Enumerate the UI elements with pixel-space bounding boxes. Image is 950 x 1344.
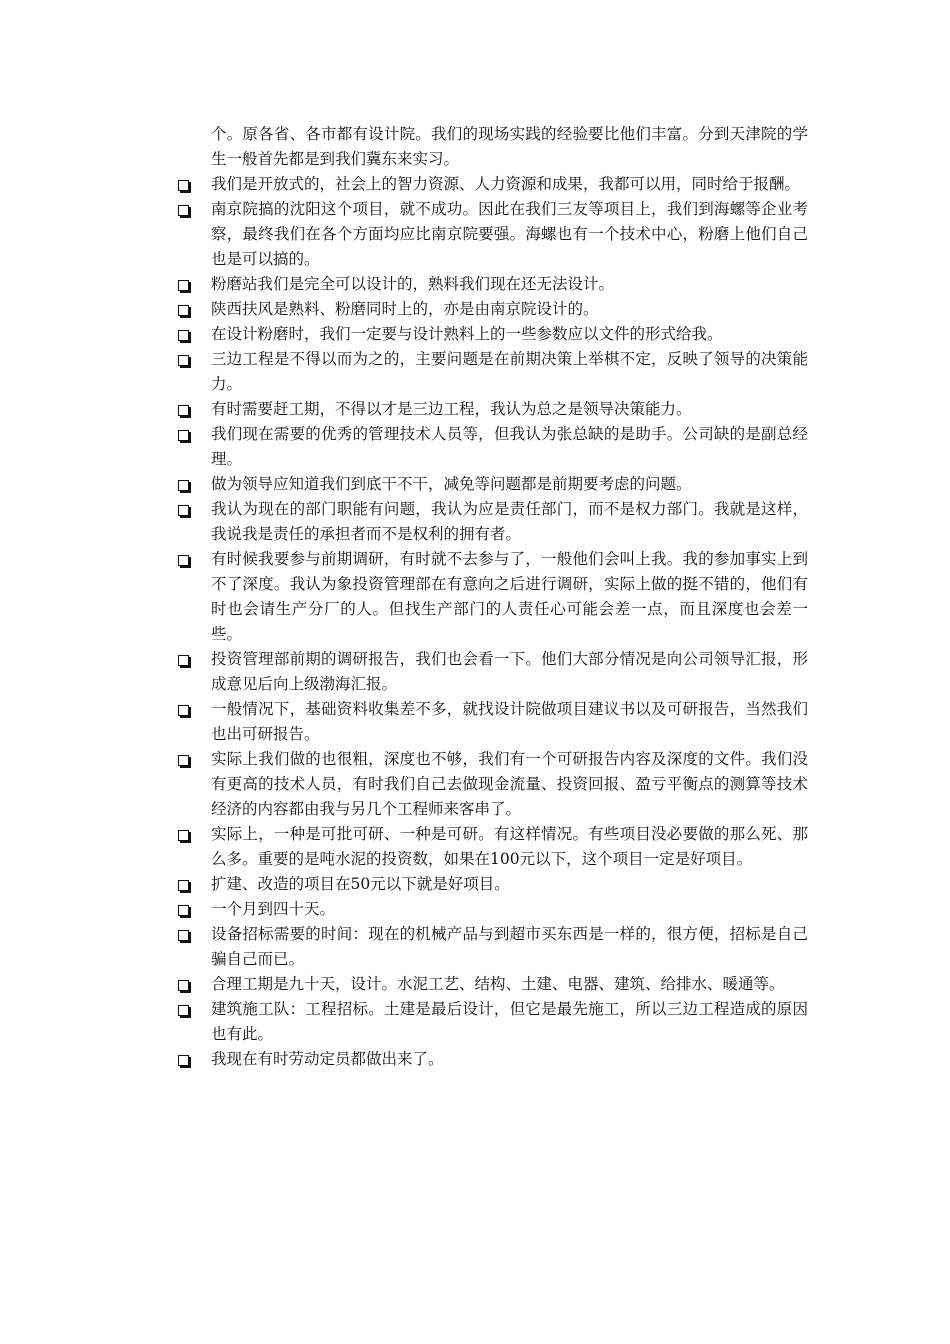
bullet-list <box>178 172 808 1072</box>
document-body <box>178 122 808 1072</box>
bullet-item <box>178 272 808 297</box>
bullet-item <box>178 297 808 322</box>
bullet-item <box>178 872 808 897</box>
bullet-item <box>178 1047 808 1072</box>
checkbox-bullet-icon <box>178 330 189 341</box>
bullet-text: 扩建、改造的项目在50元以下就是好项目。 <box>211 875 510 893</box>
bullet-item <box>178 497 808 547</box>
checkbox-bullet-icon <box>178 505 189 516</box>
bullet-item <box>178 997 808 1047</box>
bullet-text: 实际上我们做的也很粗，深度也不够，我们有一个可研报告内容及深度的文件。我们没有更高的技术人员，有时我们自己去做现金流量、投资回报、盈亏平衡点的测算等技术经济的内容都由我与另几个工程师来客串了。 <box>211 750 808 818</box>
bullet-text: 设备招标需要的时间：现在的机械产品与到超市买东西是一样的，很方便，招标是自己骗自己而已。 <box>211 925 808 968</box>
bullet-text: 粉磨站我们是完全可以设计的，熟料我们现在还无法设计。 <box>211 275 615 293</box>
bullet-item <box>178 197 808 272</box>
checkbox-bullet-icon <box>178 930 189 941</box>
bullet-text: 一个月到四十天。 <box>211 900 336 918</box>
bullet-text: 做为领导应知道我们到底干不干，减免等问题都是前期要考虑的问题。 <box>211 475 692 493</box>
bullet-item <box>178 897 808 922</box>
checkbox-bullet-icon <box>178 280 189 291</box>
checkbox-bullet-icon <box>178 705 189 716</box>
checkbox-bullet-icon <box>178 980 189 991</box>
bullet-text: 合理工期是九十天，设计。水泥工艺、结构、土建、电器、建筑、给排水、暖通等。 <box>211 975 785 993</box>
checkbox-bullet-icon <box>178 430 189 441</box>
bullet-text: 建筑施工队：工程招标。土建是最后设计，但它是最先施工，所以三边工程造成的原因也有此。 <box>211 1000 808 1043</box>
bullet-item <box>178 472 808 497</box>
checkbox-bullet-icon <box>178 655 189 666</box>
bullet-text: 有时候我要参与前期调研，有时就不去参与了，一般他们会叫上我。我的参加事实上到不了深度。我认为象投资管理部在有意向之后进行调研，实际上做的挺不错的，他们有时也会请生产分厂的人。但找生产部门的人责任心可能会差一点，而且深度也会差一些。 <box>211 550 808 643</box>
checkbox-bullet-icon <box>178 180 189 191</box>
checkbox-bullet-icon <box>178 405 189 416</box>
bullet-text: 三边工程是不得以而为之的，主要问题是在前期决策上举棋不定，反映了领导的决策能力。 <box>211 350 808 393</box>
bullet-item <box>178 822 808 872</box>
checkbox-bullet-icon <box>178 205 189 216</box>
bullet-item <box>178 322 808 347</box>
checkbox-bullet-icon <box>178 830 189 841</box>
bullet-text: 投资管理部前期的调研报告，我们也会看一下。他们大部分情况是向公司领导汇报，形成意见后向上级渤海汇报。 <box>211 650 808 693</box>
bullet-item <box>178 547 808 647</box>
continuation-paragraph: 个。原各省、各市都有设计院。我们的现场实践的经验要比他们丰富。分到天津院的学生一般首先都是到我们冀东来实习。 <box>211 125 808 168</box>
bullet-item <box>178 972 808 997</box>
bullet-item <box>178 697 808 747</box>
bullet-item <box>178 647 808 697</box>
bullet-text: 我认为现在的部门职能有问题，我认为应是责任部门，而不是权力部门。我就是这样，我说我是责任的承担者而不是权利的拥有者。 <box>211 500 808 543</box>
checkbox-bullet-icon <box>178 880 189 891</box>
bullet-text: 我们现在需要的优秀的管理技术人员等，但我认为张总缺的是助手。公司缺的是副总经理。 <box>211 425 808 468</box>
bullet-text: 有时需要赶工期，不得以才是三边工程，我认为总之是领导决策能力。 <box>211 400 692 418</box>
bullet-text: 一般情况下，基础资料收集差不多，就找设计院做项目建议书以及可研报告，当然我们也出可研报告。 <box>211 700 808 743</box>
checkbox-bullet-icon <box>178 355 189 366</box>
bullet-item <box>178 747 808 822</box>
bullet-text: 陕西扶风是熟料、粉磨同时上的，亦是由南京院设计的。 <box>211 300 599 318</box>
checkbox-bullet-icon <box>178 755 189 766</box>
checkbox-bullet-icon <box>178 305 189 316</box>
bullet-text: 我现在有时劳动定员都做出来了。 <box>211 1050 444 1068</box>
bullet-item <box>178 922 808 972</box>
checkbox-bullet-icon <box>178 480 189 491</box>
checkbox-bullet-icon <box>178 555 189 566</box>
checkbox-bullet-icon <box>178 1055 189 1066</box>
bullet-text: 南京院搞的沈阳这个项目，就不成功。因此在我们三友等项目上，我们到海螺等企业考察，最终我们在各个方面均应比南京院要强。海螺也有一个技术中心，粉磨上他们自己也是可以搞的。 <box>211 200 808 268</box>
bullet-item <box>178 172 808 197</box>
bullet-text: 实际上，一种是可批可研、一种是可研。有这样情况。有些项目没必要做的那么死、那么多。重要的是吨水泥的投资数，如果在100元以下，这个项目一定是好项目。 <box>211 825 808 868</box>
checkbox-bullet-icon <box>178 905 189 916</box>
checkbox-bullet-icon <box>178 1005 189 1016</box>
bullet-item <box>178 422 808 472</box>
bullet-item <box>178 347 808 397</box>
bullet-text: 在设计粉磨时，我们一定要与设计熟料上的一些参数应以文件的形式给我。 <box>211 325 723 343</box>
bullet-text: 我们是开放式的，社会上的智力资源、人力资源和成果，我都可以用，同时给于报酬。 <box>211 175 801 193</box>
bullet-item <box>178 397 808 422</box>
